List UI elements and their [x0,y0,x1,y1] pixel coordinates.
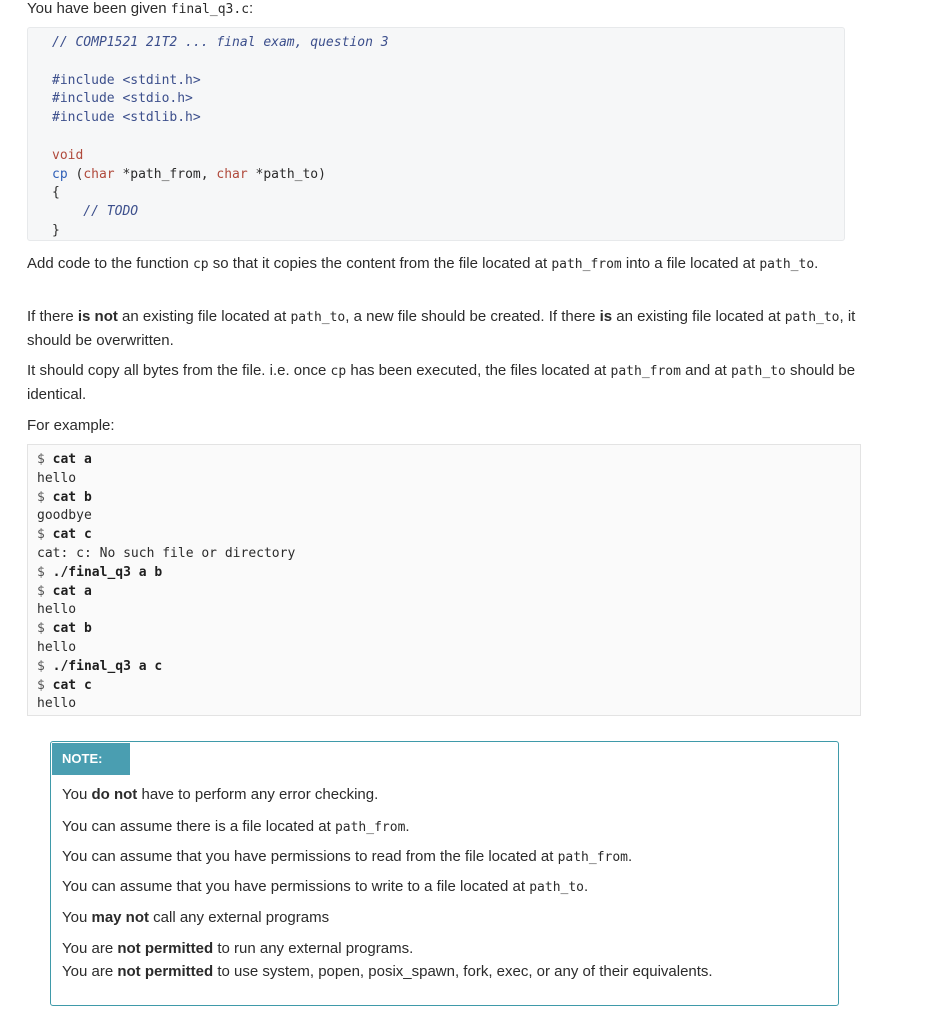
example-label: For example: [27,417,115,434]
shell-prompt: $ [37,583,53,599]
terminal-output-line: hello [37,639,77,655]
note-line: You are not permitted to use system, popen, posix_spawn, fork, exec, or any of their equivalents. [62,963,713,980]
file-name: final_q3.c [170,2,250,17]
note-box [50,741,839,1006]
include-line: #include <stdint.h> [52,72,201,88]
shell-command: cat c [52,527,92,543]
note-line: You are not permitted to run any external programs. [62,940,414,957]
note-line: You can assume that you have permissions to read from the file located at path_from. [62,848,633,865]
shell-command: cat b [52,621,92,637]
shell-command: cat a [52,452,92,467]
shell-prompt: $ [37,677,53,693]
terminal-command-line [37,564,860,583]
note-line: You can assume there is a file located at path_from. [62,818,410,835]
include-line: #include <stdio.h> [52,91,193,107]
note-line: You may not call any external programs [62,909,330,926]
shell-prompt: $ [37,621,53,637]
shell-command: ./final_q3 a b [52,564,163,580]
shell-prompt: $ [37,527,53,543]
shell-command: cat c [52,677,92,693]
paragraph-overwrite: If there is not an existing file located at path_to, a new file should be created. If there is an existing file located at path_to, it should be overwritten. [27,308,856,349]
terminal-command-line [37,526,860,545]
source-code-block [27,27,845,241]
include-line: #include <stdlib.h> [52,110,201,126]
terminal-command-line [37,489,860,508]
close-brace: } [52,222,60,238]
terminal-command-line [37,677,860,696]
note-line: You can assume that you have permissions to write to a file located at path_to. [62,878,589,895]
terminal-output-line: goodbye [37,508,92,524]
function-signature: cp (char *path_from, char *path_to) [52,166,326,182]
return-type: void [52,147,84,163]
shell-prompt: $ [37,658,53,674]
shell-command: cat a [52,583,92,599]
shell-command: cat b [52,489,92,505]
terminal-command-line [37,658,860,677]
shell-prompt: $ [37,452,53,467]
paragraph-identical: It should copy all bytes from the file. i.e. once cp has been executed, the files located at path_from and at path_to should be identical. [27,362,856,403]
terminal-output-line: hello [37,696,77,712]
terminal-command-line [37,451,860,470]
terminal-command-line [37,620,860,639]
terminal-example [27,444,861,716]
terminal-command-line [37,583,860,602]
paragraph-task: Add code to the function cp so that it copies the content from the file located at path_from into a file located at path_to. [27,255,819,272]
shell-prompt: $ [37,564,53,580]
terminal-output-line: hello [37,470,77,486]
note-line: You do not have to perform any error checking. [62,786,379,803]
terminal-output-line: cat: c: No such file or directory [37,545,296,561]
note-badge: NOTE: [52,743,130,775]
intro-text: You have been given final_q3.c: [27,0,254,17]
code-comment: // COMP1521 21T2 ... final exam, question 3 [52,35,389,50]
todo-comment: // TODO [52,204,139,220]
shell-command: ./final_q3 a c [52,658,163,674]
terminal-output-line: hello [37,602,77,618]
open-brace: { [52,185,60,201]
shell-prompt: $ [37,489,53,505]
